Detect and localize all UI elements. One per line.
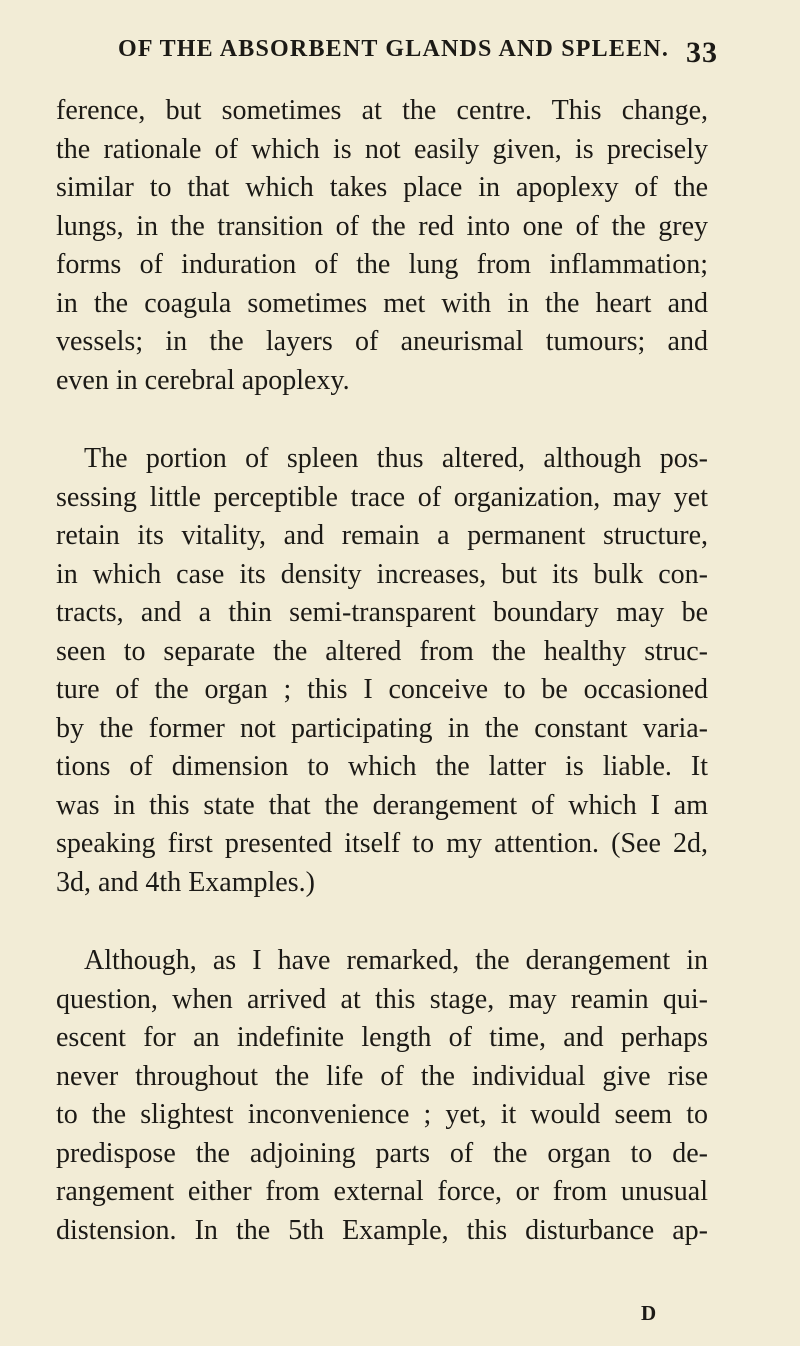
text-line: 3d, and 4th Examples.) — [56, 866, 315, 898]
text-line: distension. In the 5th Example, this disturbance ap- — [56, 1214, 708, 1246]
paragraph — [56, 942, 708, 1250]
text-line: ference, but sometimes at the centre. This change, — [56, 95, 708, 126]
running-header — [118, 36, 718, 69]
text-line: by the former not participating in the constant varia- — [56, 712, 708, 744]
body-text — [56, 92, 708, 1250]
text-line: question, when arrived at this stage, may reamin qui- — [56, 983, 708, 1015]
text-line: even in cerebral apoplexy. — [56, 364, 350, 396]
text-line: seen to separate the altered from the healthy struc- — [56, 635, 708, 667]
text-line: tracts, and a thin semi-transparent boundary may be — [56, 597, 708, 628]
text-line: tions of dimension to which the latter is liable. It — [56, 751, 708, 782]
text-line: predispose the adjoining parts of the organ to de- — [56, 1137, 708, 1169]
text-line: forms of induration of the lung from inflammation; — [56, 249, 708, 280]
signature-mark: D — [641, 1301, 657, 1325]
text-line: ture of the organ ; this I conceive to be occasioned — [56, 674, 708, 705]
text-line: escent for an indefinite length of time, and perhaps — [56, 1022, 708, 1053]
running-title: OF THE ABSORBENT GLANDS AND SPLEEN. — [118, 36, 670, 62]
page-number: 33 — [686, 36, 718, 69]
text-line: speaking first presented itself to my attention. (See 2d, — [56, 828, 708, 859]
text-line: never throughout the life of the individual give rise — [56, 1060, 708, 1092]
text-line: was in this state that the derangement of which I am — [56, 789, 708, 821]
text-line: vessels; in the layers of aneurismal tumours; and — [56, 326, 708, 357]
text-line: lungs, in the transition of the red into one of the grey — [56, 210, 708, 242]
text-line: to the slightest inconvenience ; yet, it would seem to — [56, 1099, 708, 1130]
text-line: rangement either from external force, or from unusual — [56, 1176, 708, 1207]
paragraph-gap — [56, 400, 708, 440]
paragraph-gap — [56, 902, 708, 942]
paragraph — [56, 92, 708, 400]
text-line: in the coagula sometimes met with in the heart and — [56, 287, 708, 319]
text-line: The portion of spleen thus altered, although pos- — [84, 443, 708, 474]
text-line: in which case its density increases, but its bulk con- — [56, 558, 708, 590]
text-line: similar to that which takes place in apoplexy of the — [56, 172, 708, 203]
text-line: Although, as I have remarked, the derangement in — [84, 945, 708, 976]
text-line: the rationale of which is not easily given, is precisely — [56, 133, 708, 165]
text-line: retain its vitality, and remain a permanent structure, — [56, 520, 708, 551]
text-line: sessing little perceptible trace of organization, may yet — [56, 481, 708, 513]
paragraph — [56, 440, 708, 902]
